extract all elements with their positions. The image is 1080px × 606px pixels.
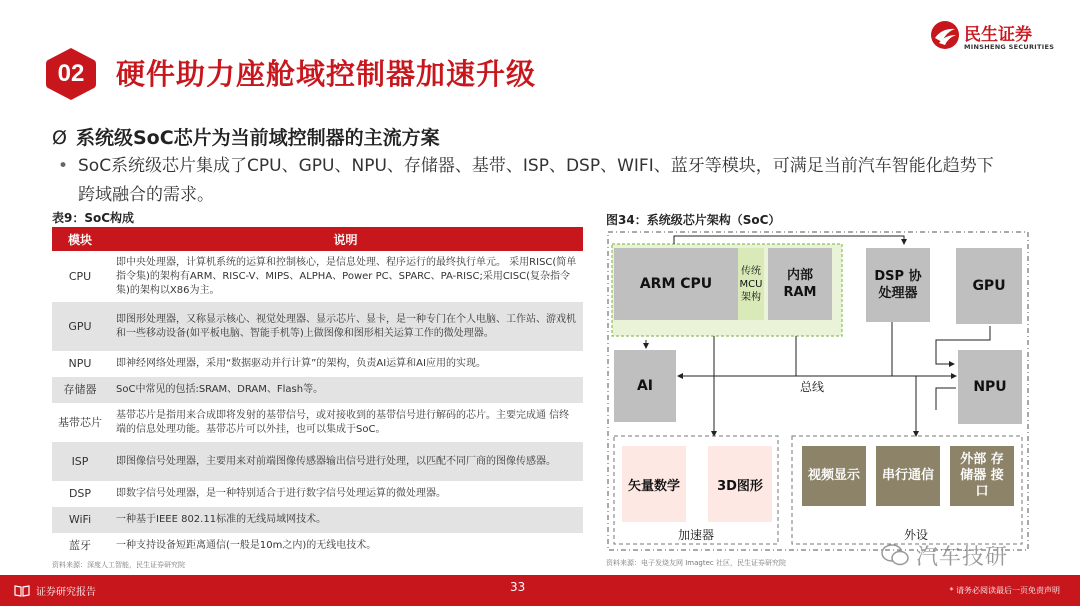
soc-table: [52, 227, 583, 559]
peripheral-label: 外设: [903, 527, 928, 542]
table-row: [52, 351, 583, 377]
brand-name-cn: 民生证券: [964, 25, 1032, 45]
table-source: 资料来源：深度人工智能，民生证券研究院: [52, 561, 185, 569]
column-header-desc: 说明: [108, 227, 583, 251]
row-module: 存储器: [52, 377, 108, 403]
row-module: GPU: [52, 302, 108, 351]
table-row: [52, 377, 583, 403]
section-body: [58, 152, 1058, 210]
row-desc: 一种基于IEEE 802.11标准的无线局域网技术。: [108, 507, 583, 533]
page-number: 33: [510, 580, 526, 594]
row-desc: SoC中常见的包括:SRAM、DRAM、Flash等。: [108, 377, 583, 403]
row-module: 蓝牙: [69, 539, 91, 552]
block-3d-graphics: 3D图形: [708, 446, 772, 522]
block-npu: NPU: [958, 350, 1022, 424]
page-title: 硬件助力座舱域控制器加速升级: [116, 57, 537, 91]
section-number: 02: [57, 60, 85, 87]
accelerator-label: 加速器: [677, 527, 714, 542]
block-ext-storage: 外部 存储器 接口: [950, 446, 1014, 506]
book-icon: [14, 585, 30, 597]
block-serial-comm: 串行通信: [876, 446, 940, 506]
row-desc: 即数字信号处理器，是一种特别适合于进行数字信号处理运算的微处理器。: [116, 488, 446, 499]
table-row: [52, 533, 583, 559]
footer-report-label: 证券研究报告: [36, 587, 96, 598]
block-dsp: DSP 协处理器: [866, 248, 930, 322]
block-gpu: GPU: [956, 248, 1022, 324]
table-row: [52, 442, 583, 481]
watermark-text: 汽车技研: [916, 544, 1009, 570]
row-desc: 即图形处理器，又称显示核心、视觉处理器、显示芯片、显卡，是一种专门在个人电脑、工作站、游戏机和一些移动设备(如平板电脑、智能手机等)上做图像和图形相关运算工作的微处理器。: [108, 302, 583, 351]
row-desc: 一种支持设备短距离通信(一般是10m之内)的无线电技术。: [116, 540, 377, 551]
table-header-row: [52, 227, 583, 251]
heading-bullet-symbol: Ø: [52, 127, 67, 149]
wechat-icon: [880, 542, 910, 568]
table-row: [52, 251, 583, 302]
bus-label: 总线: [799, 379, 824, 394]
footer-left: [14, 575, 96, 606]
bullet-dot: •: [58, 156, 69, 176]
row-desc: 即神经网络处理器，采用“数据驱动并行计算”的架构，负责AI运算和AI应用的实现。: [116, 358, 486, 369]
block-ai: AI: [614, 350, 676, 422]
row-module: DSP: [68, 487, 92, 500]
column-header-module: 模块: [52, 227, 108, 251]
brand-logo: [930, 20, 1055, 56]
block-ram: 内部 RAM: [768, 248, 832, 320]
table-row: [52, 507, 583, 533]
block-arm-cpu: ARM CPU: [614, 248, 738, 320]
block-video-display: 视频显示: [802, 446, 866, 506]
table-row: [52, 302, 583, 351]
row-module: NPU: [68, 357, 92, 370]
figure-source: 资料来源：电子发烧友网 Imagtec 社区，民生证券研究院: [606, 559, 786, 567]
row-desc: 即中央处理器，计算机系统的运算和控制核心，是信息处理、程序运行的最终执行单元。 采用RISC(简单指令集)的架构有ARM、RISC-V、MIPS、ALPHA、Power PC、SPARC、PA-RISC;采用CISC(复杂指令集)的架构以X86为主。: [116, 256, 577, 296]
row-desc: 基带芯片是指用来合成即将发射的基带信号，或对接收到的基带信号进行解码的芯片。主要完成通 信终端的信息处理功能。基带芯片可以外挂，也可以集成于SoC。: [116, 409, 570, 435]
figure-caption: 图34：系统级芯片架构（SoC）: [606, 213, 781, 227]
footer-bar: [0, 575, 1080, 606]
watermark: [880, 540, 1008, 570]
row-module: WiFi: [52, 507, 108, 533]
footer-disclaimer: * 请务必阅读最后一页免责声明: [949, 586, 1060, 595]
row-desc: 即图像信号处理器，主要用来对前端图像传感器输出信号进行处理，以匹配不同厂商的图像传感器。: [108, 442, 583, 481]
table-row: [52, 403, 583, 442]
brand-name-en: MINSHENG SECURITIES: [964, 43, 1055, 51]
body-line-1: SoC系统级芯片集成了CPU、GPU、NPU、存储器、基带、ISP、DSP、WIFI、蓝牙等模块，可满足当前汽车智能化趋势下: [78, 156, 994, 176]
section-number-badge: [44, 46, 98, 102]
row-module: 基带芯片: [58, 415, 102, 429]
block-vector-math: 矢量数学: [622, 446, 686, 522]
section-heading: [52, 123, 440, 150]
section-heading-text: 系统级SoC芯片为当前域控制器的主流方案: [76, 127, 440, 149]
table-row: [52, 481, 583, 507]
block-mcu: 传统 MCU 架构: [738, 248, 764, 320]
row-module: CPU: [68, 269, 92, 283]
row-module: ISP: [52, 442, 108, 481]
table-caption: 表9：SoC构成: [52, 211, 135, 225]
soc-architecture-diagram: [606, 230, 1030, 552]
body-line-2: 跨域融合的需求。: [78, 185, 214, 205]
brand-logo-icon: [930, 20, 960, 50]
